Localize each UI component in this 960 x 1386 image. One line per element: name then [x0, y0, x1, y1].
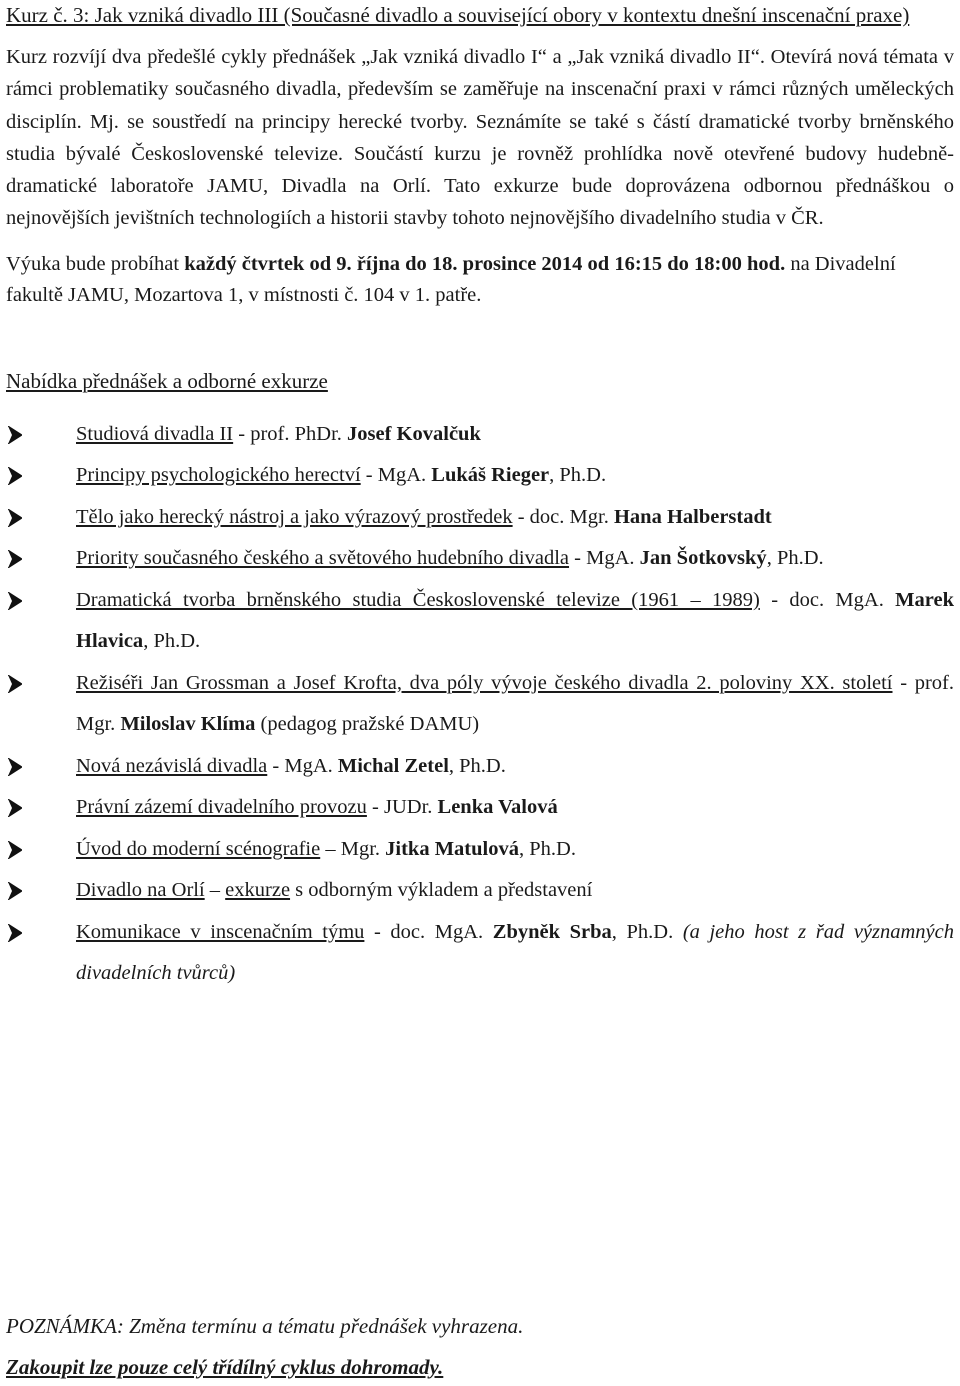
lecture-item: [6, 746, 954, 788]
lecturer-name: Zbyněk Srba: [492, 920, 612, 943]
lecture-topic: Nová nezávislá divadla: [76, 754, 268, 777]
lecturer-name: Lukáš Rieger: [431, 464, 550, 487]
lecture-item: [6, 497, 954, 539]
lecturer-name: Michal Zetel: [337, 754, 449, 777]
lecturer-name: Josef Kovalčuk: [347, 422, 481, 445]
arrow-bullet-icon: [8, 509, 22, 527]
lecture-topic: Studiová divadla II: [76, 422, 234, 445]
lecture-title-prefix: - prof. PhDr.: [233, 422, 348, 445]
arrow-bullet-icon: [8, 799, 22, 817]
lecture-title-prefix: - MgA.: [267, 754, 338, 777]
lecture-topic: Tělo jako herecký nástroj a jako výrazový prostředek: [76, 505, 513, 528]
purchase-notice: Zakoupit lze pouze celý třídílný cyklus dohromady.: [6, 1355, 444, 1379]
lecture-item: [6, 663, 954, 746]
change-notice: POZNÁMKA: Změna termínu a tématu přednášek vyhrazena.: [6, 1314, 524, 1338]
lecture-topic: Komunikace v inscenačním týmu: [76, 920, 365, 943]
lecture-item: [6, 912, 954, 995]
lecturer-name: Marek Hlavica: [76, 588, 954, 653]
lecturer-suffix: , Ph.D.: [518, 837, 576, 860]
schedule-prefix: Výuka bude probíhat: [6, 252, 185, 275]
arrow-bullet-icon: [8, 550, 22, 568]
lecture-topic: Právní zázemí divadelního provozu: [76, 796, 367, 819]
lecturer-suffix: , Ph.D.: [766, 547, 824, 570]
schedule-dates: každý čtvrtek od 9. října do 18. prosince 2014 od 16:15 do 18:00 hod.: [184, 252, 786, 275]
lecture-item: [6, 787, 954, 829]
lecturer-note: (a jeho host z řad významných divadelních tvůrců): [76, 920, 954, 985]
lecture-title-prefix: - JUDr.: [366, 796, 438, 819]
lecturer-name: Lenka Valová: [437, 796, 558, 819]
lecture-topic: Principy psychologického herectví: [76, 464, 361, 487]
excursion-dash: –: [204, 879, 226, 902]
course-schedule: [6, 249, 954, 311]
lecturer-name: Hana Halberstadt: [613, 505, 772, 528]
lecture-topic: Dramatická tvorba brněnského studia Československé televize (1961 – 1989): [76, 588, 760, 611]
lecture-title-prefix: - prof. Mgr.: [76, 671, 954, 736]
excursion-item: [6, 870, 954, 912]
excursion-label: exkurze: [225, 879, 291, 902]
lecturer-suffix: , Ph.D.: [549, 464, 607, 487]
lecturer-suffix: , Ph.D.: [448, 754, 506, 777]
lecturer-name: Jitka Matulová: [385, 837, 519, 860]
lecture-title-prefix: - doc. MgA.: [759, 588, 896, 611]
lecture-item: [6, 414, 954, 456]
lecture-list: [6, 414, 954, 995]
lecturer-name: Jan Šotkovský: [639, 547, 767, 570]
arrow-bullet-icon: [8, 467, 22, 485]
lecturer-suffix: , Ph.D.: [611, 920, 683, 943]
arrow-bullet-icon: [8, 841, 22, 859]
lecture-item: [6, 538, 954, 580]
arrow-bullet-icon: [8, 675, 22, 693]
offer-heading: Nabídka přednášek a odborné exkurze: [6, 368, 328, 393]
lecture-title-prefix: - MgA.: [569, 547, 640, 570]
excursion-description: s odborným výkladem a představení: [290, 879, 593, 902]
excursion-venue: Divadlo na Orlí: [76, 879, 205, 902]
lecture-item: [6, 829, 954, 871]
lecture-topic: Režiséři Jan Grossman a Josef Krofta, dva póly vývoje českého divadla 2. poloviny XX. století: [76, 671, 893, 694]
lecture-topic: Úvod do moderní scénografie: [76, 837, 321, 860]
lecturer-suffix: (pedagog pražské DAMU): [255, 713, 480, 736]
course-intro: Kurz rozvíjí dva předešlé cykly přednášek „Jak vzniká divadlo I“ a „Jak vzniká divadlo II“. Otevírá nová témata v rámci problematiky současného divadla, především se zaměřuje na inscenační praxi v rámci různých uměleckých disciplín. Mj. se soustředí na principy herecké tvorby. Seznámíte se také s částí dramatické tvorby brněnského studia bývalé Československé televize. Součástí kurzu je rovněž prohlídka nově otevřené budovy hudebně-dramatické laboratoře JAMU, Divadla na Orlí. Tato exkurze bude doprovázena odbornou přednáškou o nejnovějších jevištních technologiích a historii stavby tohoto nejnovějšího divadelního studia v ČR.: [6, 46, 954, 230]
lecture-title-prefix: - doc. Mgr.: [512, 505, 614, 528]
lecture-title-prefix: - doc. MgA.: [364, 920, 493, 943]
arrow-bullet-icon: [8, 924, 22, 942]
schedule-location: na Divadelní fakultě JAMU, Mozartova 1, v místnosti č. 104 v 1. patře.: [6, 252, 896, 306]
lecture-item: [6, 580, 954, 663]
arrow-bullet-icon: [8, 758, 22, 776]
arrow-bullet-icon: [8, 592, 22, 610]
lecture-title-prefix: – Mgr.: [320, 837, 386, 860]
lecturer-name: Miloslav Klíma: [120, 713, 256, 736]
arrow-bullet-icon: [8, 426, 22, 444]
lecturer-suffix: , Ph.D.: [143, 630, 201, 653]
lecture-title-prefix: - MgA.: [360, 464, 432, 487]
lecture-topic: Priority současného českého a světového hudebního divadla: [76, 547, 570, 570]
course-title: Kurz č. 3: Jak vzniká divadlo III (Současné divadlo a související obory v kontextu dnešní inscenační praxe): [6, 3, 910, 27]
arrow-bullet-icon: [8, 882, 22, 900]
lecture-item: [6, 455, 954, 497]
